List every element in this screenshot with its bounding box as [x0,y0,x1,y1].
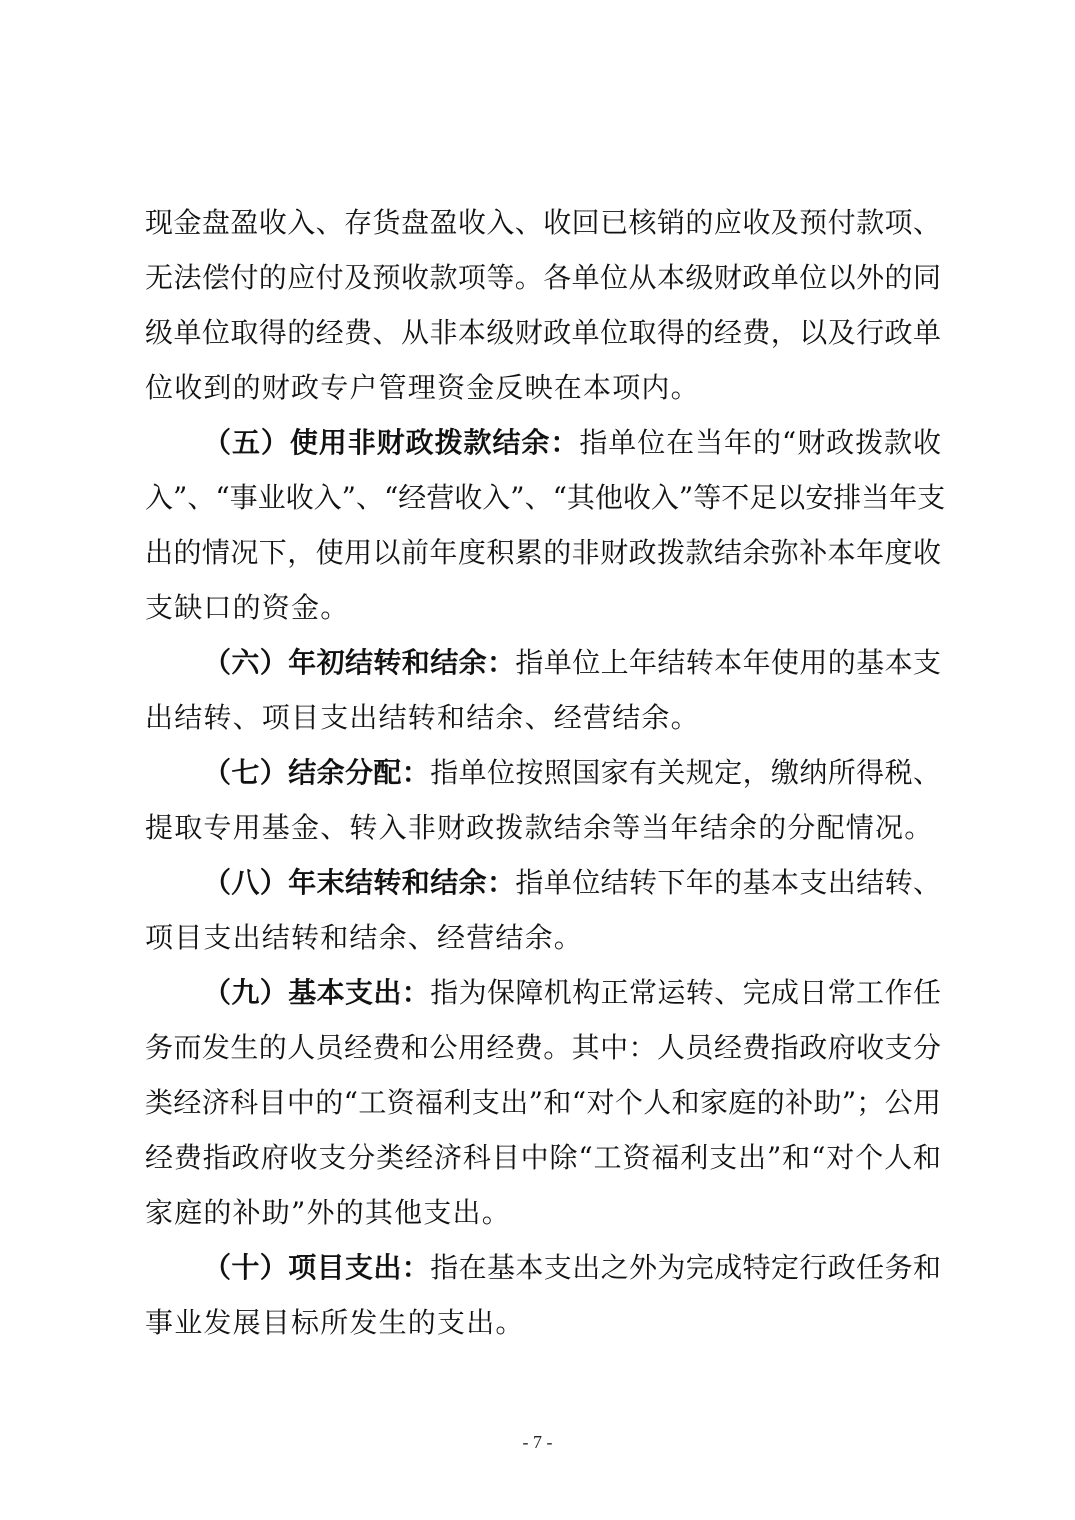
text-line: 经费指政府收支分类经济科目中除“工资福利支出”和“对个人和 [145,1141,941,1174]
text-line: 项目支出结转和结余、经营结余。 [145,921,584,954]
text-line [145,855,941,910]
document-body [145,195,946,1350]
text-line: 位收到的财政专户管理资金反映在本项内。 [145,371,700,404]
text: 指单位结转下年的基本支出结转、 [515,866,941,899]
text-line [145,415,941,470]
text-line: 级单位取得的经费、从非本级财政单位取得的经费，以及行政单 [145,316,941,349]
paragraph-10 [145,1240,941,1350]
paragraph-continuation [145,195,941,415]
paragraph-8 [145,855,941,965]
text-line: 提取专用基金、转入非财政拨款结余等当年结余的分配情况。 [145,811,934,844]
text-line [145,635,941,690]
paragraph-6 [145,635,941,745]
paragraph-7 [145,745,941,855]
paragraph-heading: （六）年初结转和结余： [203,646,516,679]
paragraph-heading: （十）项目支出： [203,1251,431,1284]
paragraph-heading: （九）基本支出： [203,976,431,1009]
text: 指单位在当年的“财政拨款收 [579,426,941,459]
text-line: 支缺口的资金。 [145,591,350,624]
text-line: 家庭的补助”外的其他支出。 [145,1196,511,1229]
text-line [145,1240,941,1295]
text: 指为保障机构正常运转、完成日常工作任 [430,976,941,1009]
text: 指在基本支出之外为完成特定行政任务和 [430,1251,941,1284]
text-line: 出的情况下，使用以前年度积累的非财政拨款结余弥补本年度收 [145,536,941,569]
paragraph-heading: （五）使用非财政拨款结余： [203,426,580,459]
text-line: 事业发展目标所发生的支出。 [145,1306,525,1339]
text-line: 务而发生的人员经费和公用经费。其中：人员经费指政府收支分 [145,1031,941,1064]
paragraph-heading: （八）年末结转和结余： [203,866,516,899]
page-number: - 7 - [522,1432,553,1452]
text-line: 现金盘盈收入、存货盘盈收入、收回已核销的应收及预付款项、 [145,206,941,239]
text-line: 入”、“事业收入”、“经营收入”、“其他收入”等不足以安排当年支 [145,481,946,514]
text: 指单位上年结转本年使用的基本支 [515,646,941,679]
text-line: 类经济科目中的“工资福利支出”和“对个人和家庭的补助”；公用 [145,1086,941,1119]
text-line [145,745,941,800]
text-line: 无法偿付的应付及预收款项等。各单位从本级财政单位以外的同 [145,261,941,294]
paragraph-5 [145,415,946,635]
text-line [145,965,941,1020]
paragraph-9 [145,965,941,1240]
paragraph-heading: （七）结余分配： [203,756,431,789]
text: 指单位按照国家有关规定，缴纳所得税、 [430,756,941,789]
text-line: 出结转、项目支出结转和结余、经营结余。 [145,701,700,734]
